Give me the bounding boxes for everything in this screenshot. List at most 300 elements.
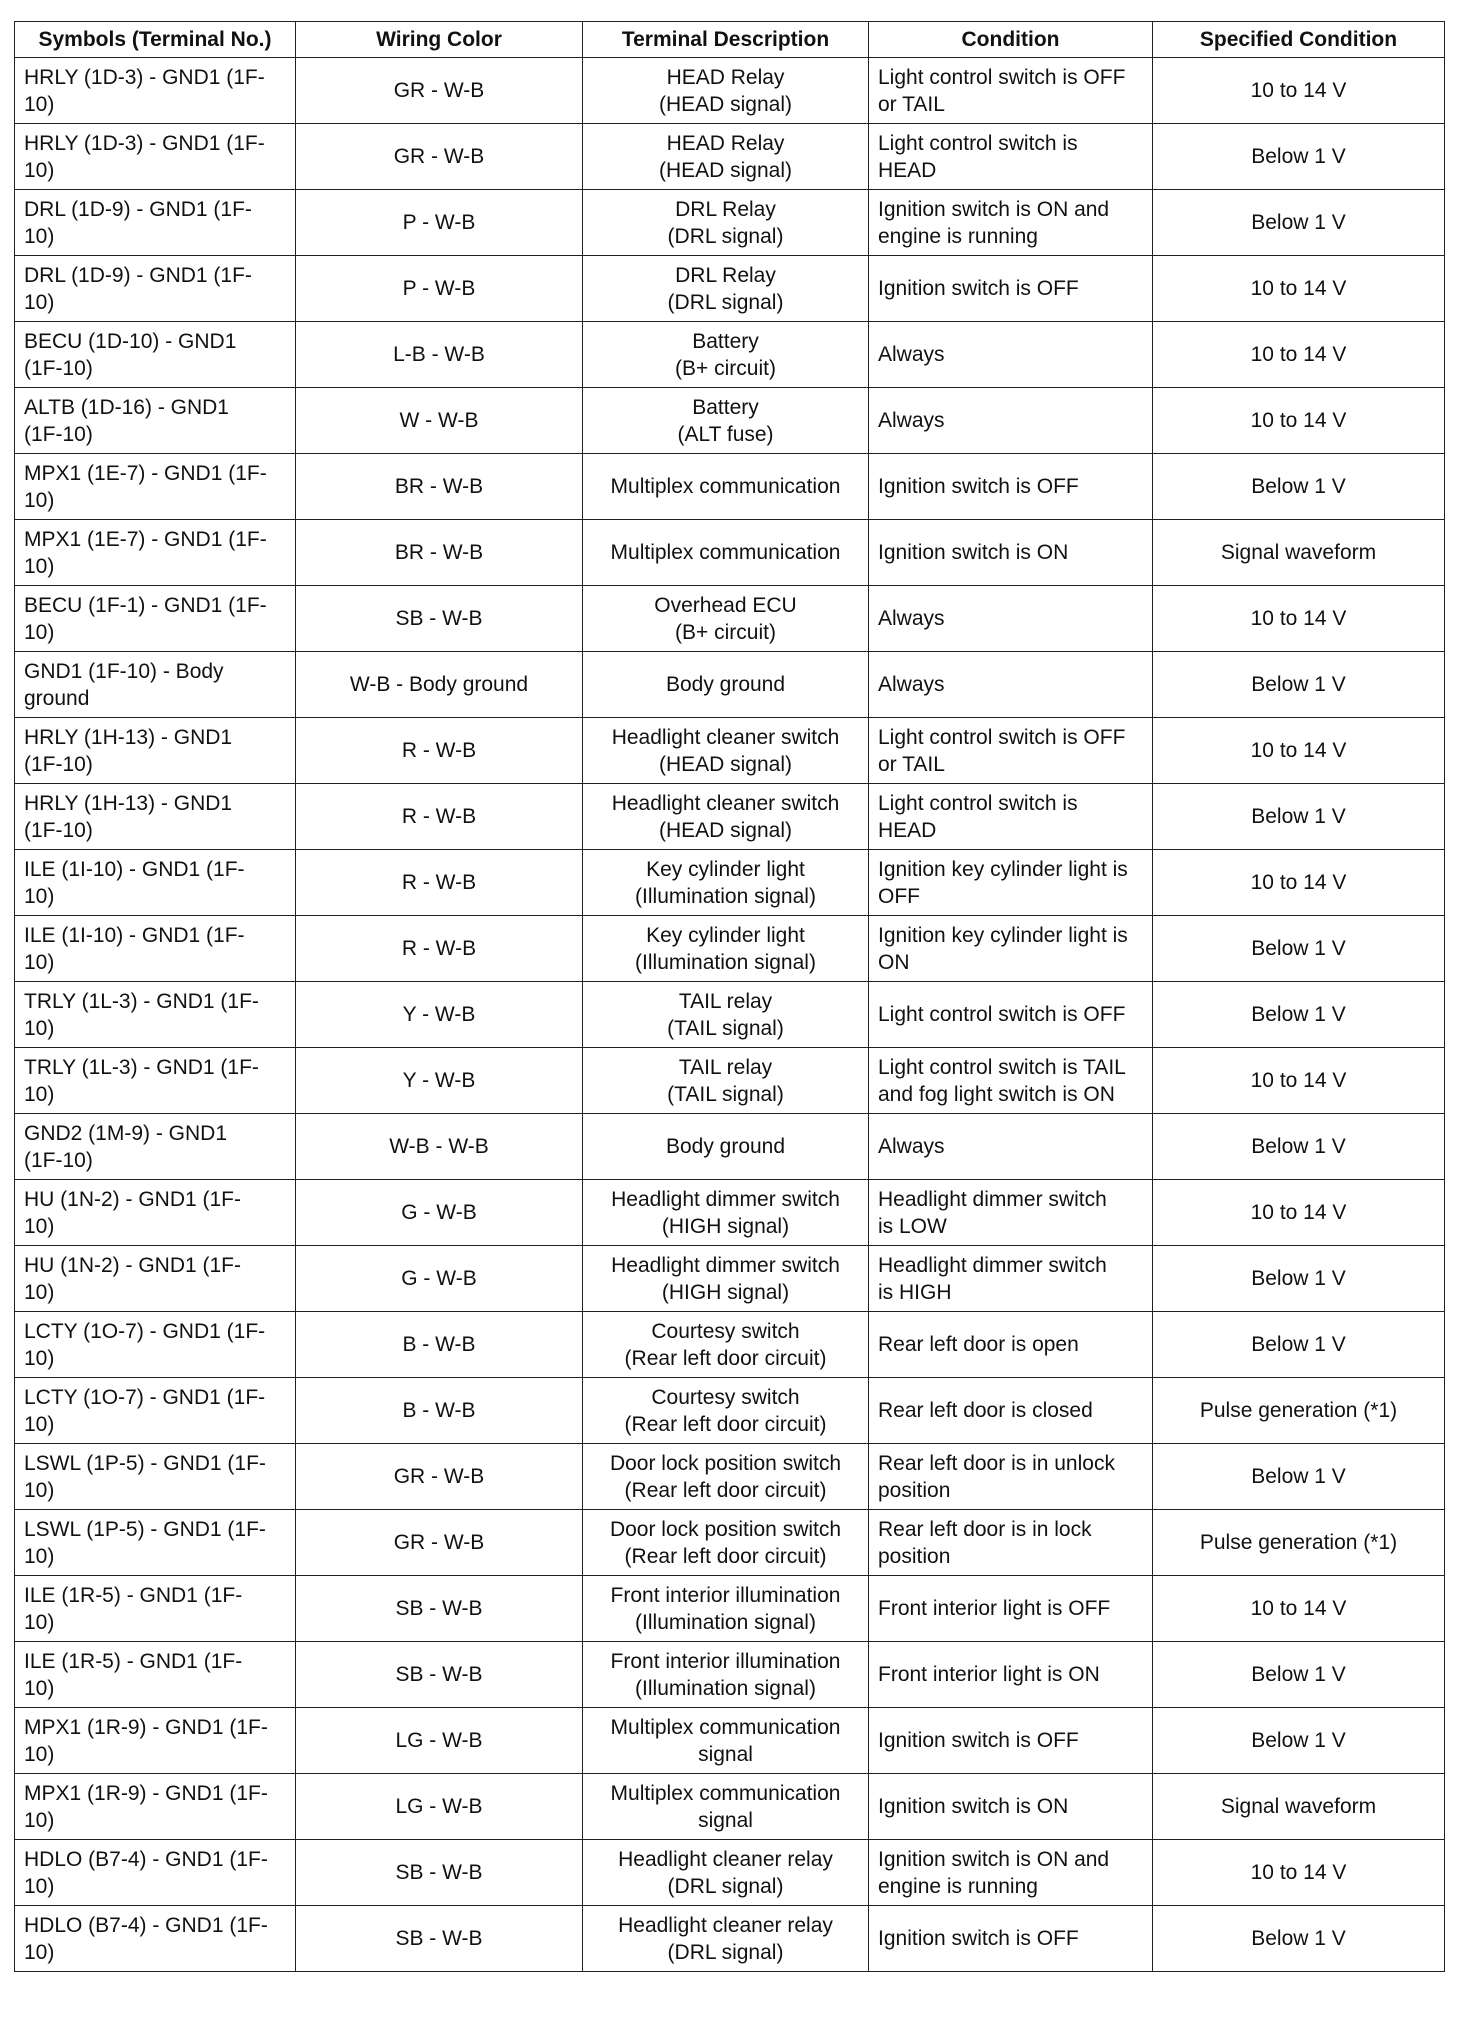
desc-line: (Rear left door circuit) (624, 1544, 827, 1568)
cell-color: B - W-B (296, 1378, 583, 1444)
symbol-line: 10) (24, 92, 55, 116)
cell-cond (869, 1906, 1153, 1972)
symbol-line: TRLY (1L-3) - GND1 (1F- (24, 989, 259, 1013)
cond-line: Ignition key cylinder light is (878, 923, 1128, 947)
table-row (15, 454, 1445, 520)
cell-spec: Signal waveform (1153, 520, 1445, 586)
symbol-line: 10) (24, 554, 55, 578)
desc-line: Battery (692, 329, 759, 353)
desc-line: (TAIL signal) (667, 1016, 784, 1040)
desc-line: Multiplex communication (610, 475, 841, 498)
cond-line: and fog light switch is ON (878, 1082, 1115, 1106)
cond-line: Light control switch is OFF (878, 725, 1126, 749)
desc-line: Headlight cleaner relay (618, 1913, 833, 1937)
desc-line: Key cylinder light (646, 923, 805, 947)
desc-line: (B+ circuit) (675, 620, 776, 644)
header-specified-condition: Specified Condition (1153, 22, 1445, 58)
cell-cond (869, 850, 1153, 916)
cond-line: or TAIL (878, 752, 945, 776)
cell-desc (583, 1774, 869, 1840)
cell-color: G - W-B (296, 1180, 583, 1246)
cell-cond (869, 58, 1153, 124)
cell-spec: Below 1 V (1153, 1312, 1445, 1378)
desc-line: Courtesy switch (651, 1319, 800, 1343)
cell-symbol (15, 1708, 296, 1774)
cell-color: P - W-B (296, 190, 583, 256)
cell-cond (869, 784, 1153, 850)
cell-cond (869, 190, 1153, 256)
cell-spec: Below 1 V (1153, 190, 1445, 256)
table-row (15, 652, 1445, 718)
desc-line: (Illumination signal) (635, 884, 816, 908)
cell-spec: Below 1 V (1153, 454, 1445, 520)
cell-spec: 10 to 14 V (1153, 718, 1445, 784)
cell-desc (583, 1510, 869, 1576)
cell-cond (869, 1708, 1153, 1774)
symbol-line: 10) (24, 1280, 55, 1304)
cell-spec: Below 1 V (1153, 1708, 1445, 1774)
cell-desc (583, 1444, 869, 1510)
cell-desc (583, 256, 869, 322)
symbol-line: (1F-10) (24, 356, 93, 380)
symbol-line: BECU (1D-10) - GND1 (24, 329, 237, 353)
cond-line: Ignition switch is OFF (878, 277, 1079, 300)
cell-color: P - W-B (296, 256, 583, 322)
symbol-line: LCTY (1O-7) - GND1 (1F- (24, 1385, 266, 1409)
desc-line: Battery (692, 395, 759, 419)
symbol-line: HRLY (1H-13) - GND1 (24, 725, 233, 749)
symbol-line: 10) (24, 488, 55, 512)
cell-color: BR - W-B (296, 520, 583, 586)
cell-spec: 10 to 14 V (1153, 1048, 1445, 1114)
cell-cond (869, 1312, 1153, 1378)
cell-desc (583, 1312, 869, 1378)
table-row (15, 1378, 1445, 1444)
cell-desc (583, 586, 869, 652)
cond-line: Always (878, 1135, 945, 1158)
symbol-line: ILE (1I-10) - GND1 (1F- (24, 857, 245, 881)
symbol-line: (1F-10) (24, 818, 93, 842)
desc-line: Headlight dimmer switch (611, 1253, 840, 1277)
cond-line: Ignition key cylinder light is (878, 857, 1128, 881)
table-row (15, 1180, 1445, 1246)
cell-cond (869, 322, 1153, 388)
cell-symbol (15, 586, 296, 652)
symbol-line: 10) (24, 1874, 55, 1898)
table-row (15, 1444, 1445, 1510)
cell-symbol (15, 1906, 296, 1972)
table-row (15, 520, 1445, 586)
symbol-line: 10) (24, 224, 55, 248)
table-row (15, 58, 1445, 124)
desc-line: (HEAD signal) (658, 92, 793, 116)
cell-symbol (15, 322, 296, 388)
desc-line: Multiplex communication (610, 1715, 841, 1739)
cell-cond (869, 124, 1153, 190)
terminal-table-container (14, 21, 1444, 1972)
cell-desc (583, 190, 869, 256)
symbol-line: 10) (24, 1478, 55, 1502)
cell-desc (583, 718, 869, 784)
cell-symbol (15, 718, 296, 784)
cell-desc (583, 124, 869, 190)
cell-desc (583, 388, 869, 454)
symbol-line: HDLO (B7-4) - GND1 (1F- (24, 1847, 268, 1871)
cell-color: R - W-B (296, 718, 583, 784)
cell-desc (583, 322, 869, 388)
cell-symbol (15, 58, 296, 124)
desc-line: (Illumination signal) (635, 950, 816, 974)
table-header-row (15, 22, 1445, 58)
symbol-line: 10) (24, 1742, 55, 1766)
symbol-line: DRL (1D-9) - GND1 (1F- (24, 263, 252, 287)
cell-spec: 10 to 14 V (1153, 1576, 1445, 1642)
cell-cond (869, 1246, 1153, 1312)
cell-color: G - W-B (296, 1246, 583, 1312)
cond-line: is LOW (878, 1214, 947, 1238)
symbol-line: HRLY (1D-3) - GND1 (1F- (24, 65, 265, 89)
symbol-line: GND2 (1M-9) - GND1 (24, 1121, 228, 1145)
cell-symbol (15, 388, 296, 454)
desc-line: Multiplex communication (610, 541, 841, 564)
cell-color: SB - W-B (296, 1906, 583, 1972)
desc-line: Headlight cleaner relay (618, 1847, 833, 1871)
symbol-line: MPX1 (1E-7) - GND1 (1F- (24, 461, 267, 485)
cell-color: R - W-B (296, 784, 583, 850)
cell-desc (583, 454, 869, 520)
desc-line: TAIL relay (678, 989, 773, 1013)
cell-desc (583, 1708, 869, 1774)
cell-symbol (15, 454, 296, 520)
cell-symbol (15, 1642, 296, 1708)
desc-line: Door lock position switch (609, 1517, 842, 1541)
cell-spec: Signal waveform (1153, 1774, 1445, 1840)
desc-line: (HEAD signal) (658, 752, 793, 776)
table-row (15, 1642, 1445, 1708)
table-row (15, 124, 1445, 190)
desc-line: Key cylinder light (646, 857, 805, 881)
cell-spec: 10 to 14 V (1153, 1180, 1445, 1246)
cond-line: ON (878, 950, 910, 974)
cell-desc (583, 784, 869, 850)
cell-color: R - W-B (296, 916, 583, 982)
symbol-line: ALTB (1D-16) - GND1 (24, 395, 229, 419)
symbol-line: 10) (24, 1016, 55, 1040)
cell-symbol (15, 1246, 296, 1312)
symbol-line: DRL (1D-9) - GND1 (1F- (24, 197, 252, 221)
cell-spec: 10 to 14 V (1153, 256, 1445, 322)
cond-line: Light control switch is OFF (878, 1003, 1126, 1026)
table-row (15, 1048, 1445, 1114)
cell-spec: 10 to 14 V (1153, 58, 1445, 124)
symbol-line: ILE (1R-5) - GND1 (1F- (24, 1583, 243, 1607)
cell-cond (869, 652, 1153, 718)
symbol-line: BECU (1F-1) - GND1 (1F- (24, 593, 267, 617)
symbol-line: 10) (24, 290, 55, 314)
cond-line: Front interior light is ON (878, 1663, 1100, 1686)
cond-line: Rear left door is in lock (878, 1517, 1092, 1541)
cell-symbol (15, 1114, 296, 1180)
desc-line: (Illumination signal) (635, 1676, 816, 1700)
cell-cond (869, 916, 1153, 982)
cell-color: W-B - Body ground (296, 652, 583, 718)
cond-line: HEAD (878, 158, 937, 182)
cond-line: Light control switch is (878, 791, 1078, 815)
cell-symbol (15, 1378, 296, 1444)
header-terminal-description: Terminal Description (583, 22, 869, 58)
symbol-line: ILE (1R-5) - GND1 (1F- (24, 1649, 243, 1673)
desc-line: HEAD Relay (666, 65, 785, 89)
cell-cond (869, 1048, 1153, 1114)
desc-line: Body ground (665, 673, 786, 696)
desc-line: (TAIL signal) (667, 1082, 784, 1106)
cond-line: Headlight dimmer switch (878, 1187, 1107, 1211)
symbol-line: 10) (24, 1082, 55, 1106)
cell-color: GR - W-B (296, 1444, 583, 1510)
table-row (15, 1114, 1445, 1180)
cell-cond (869, 1510, 1153, 1576)
table-row (15, 1576, 1445, 1642)
desc-line: Front interior illumination (610, 1649, 841, 1673)
cell-symbol (15, 982, 296, 1048)
symbol-line: 10) (24, 620, 55, 644)
symbol-line: 10) (24, 1940, 55, 1964)
cell-desc (583, 1246, 869, 1312)
header-symbols: Symbols (Terminal No.) (15, 22, 296, 58)
cond-line: HEAD (878, 818, 937, 842)
desc-line: Door lock position switch (609, 1451, 842, 1475)
symbol-line: MPX1 (1R-9) - GND1 (1F- (24, 1781, 268, 1805)
cell-desc (583, 1906, 869, 1972)
cell-spec: 10 to 14 V (1153, 1840, 1445, 1906)
cell-color: SB - W-B (296, 1576, 583, 1642)
cell-desc (583, 850, 869, 916)
symbol-line: MPX1 (1E-7) - GND1 (1F- (24, 527, 267, 551)
cell-color: GR - W-B (296, 58, 583, 124)
symbol-line: 10) (24, 1610, 55, 1634)
desc-line: (DRL signal) (667, 1940, 784, 1964)
cell-color: SB - W-B (296, 1642, 583, 1708)
table-row (15, 1312, 1445, 1378)
cell-color: R - W-B (296, 850, 583, 916)
cell-color: GR - W-B (296, 1510, 583, 1576)
cell-color: W-B - W-B (296, 1114, 583, 1180)
symbol-line: ground (24, 686, 90, 710)
desc-line: (HIGH signal) (661, 1280, 790, 1304)
cell-cond (869, 982, 1153, 1048)
desc-line: HEAD Relay (666, 131, 785, 155)
cell-spec: Below 1 V (1153, 916, 1445, 982)
desc-line: Body ground (665, 1135, 786, 1158)
terminal-voltage-table (14, 21, 1445, 1972)
cond-line: Always (878, 409, 945, 432)
desc-line: DRL Relay (675, 197, 776, 221)
cell-spec: Below 1 V (1153, 1444, 1445, 1510)
cell-spec: 10 to 14 V (1153, 850, 1445, 916)
cond-line: Always (878, 673, 945, 696)
desc-line: signal (698, 1808, 753, 1832)
desc-line: TAIL relay (678, 1055, 773, 1079)
cell-cond (869, 1378, 1153, 1444)
cell-cond (869, 586, 1153, 652)
table-row (15, 982, 1445, 1048)
cell-spec: 10 to 14 V (1153, 388, 1445, 454)
desc-line: (DRL signal) (667, 1874, 784, 1898)
table-row (15, 1510, 1445, 1576)
symbol-line: HRLY (1D-3) - GND1 (1F- (24, 131, 265, 155)
cond-line: Rear left door is closed (878, 1399, 1093, 1422)
cond-line: Ignition switch is OFF (878, 1927, 1079, 1950)
desc-line: Multiplex communication (610, 1781, 841, 1805)
desc-line: (HEAD signal) (658, 158, 793, 182)
cell-spec: Pulse generation (*1) (1153, 1378, 1445, 1444)
cell-cond (869, 388, 1153, 454)
cell-spec: 10 to 14 V (1153, 586, 1445, 652)
cell-symbol (15, 1444, 296, 1510)
cond-line: Ignition switch is OFF (878, 1729, 1079, 1752)
cond-line: Ignition switch is ON (878, 541, 1069, 564)
cell-cond (869, 718, 1153, 784)
cell-spec: Below 1 V (1153, 652, 1445, 718)
cell-color: L-B - W-B (296, 322, 583, 388)
cell-spec: Below 1 V (1153, 1642, 1445, 1708)
table-row (15, 1906, 1445, 1972)
cond-line: Always (878, 343, 945, 366)
cell-desc (583, 1576, 869, 1642)
cell-color: BR - W-B (296, 454, 583, 520)
cond-line: Rear left door is open (878, 1333, 1079, 1356)
table-row (15, 1246, 1445, 1312)
table-row (15, 1774, 1445, 1840)
symbol-line: 10) (24, 1346, 55, 1370)
cell-symbol (15, 1180, 296, 1246)
cell-cond (869, 454, 1153, 520)
cell-color: Y - W-B (296, 982, 583, 1048)
header-wiring-color: Wiring Color (296, 22, 583, 58)
desc-line: (Rear left door circuit) (624, 1412, 827, 1436)
table-row (15, 1708, 1445, 1774)
cell-symbol (15, 256, 296, 322)
cell-symbol (15, 124, 296, 190)
cell-desc (583, 58, 869, 124)
desc-line: (HIGH signal) (661, 1214, 790, 1238)
cell-symbol (15, 1048, 296, 1114)
cell-color: Y - W-B (296, 1048, 583, 1114)
symbol-line: 10) (24, 1412, 55, 1436)
table-row (15, 190, 1445, 256)
symbol-line: TRLY (1L-3) - GND1 (1F- (24, 1055, 259, 1079)
symbol-line: (1F-10) (24, 752, 93, 776)
cell-desc (583, 1180, 869, 1246)
cell-cond (869, 1114, 1153, 1180)
header-condition: Condition (869, 22, 1153, 58)
symbol-line: 10) (24, 1676, 55, 1700)
desc-line: Courtesy switch (651, 1385, 800, 1409)
symbol-line: HU (1N-2) - GND1 (1F- (24, 1253, 242, 1277)
desc-line: (Rear left door circuit) (624, 1346, 827, 1370)
cell-color: W - W-B (296, 388, 583, 454)
table-row (15, 1840, 1445, 1906)
table-row (15, 718, 1445, 784)
symbol-line: 10) (24, 1808, 55, 1832)
cell-color: B - W-B (296, 1312, 583, 1378)
cell-desc (583, 520, 869, 586)
cell-desc (583, 982, 869, 1048)
cell-symbol (15, 1312, 296, 1378)
cell-cond (869, 1840, 1153, 1906)
desc-line: (Rear left door circuit) (624, 1478, 827, 1502)
cell-symbol (15, 520, 296, 586)
cell-cond (869, 1444, 1153, 1510)
cond-line: position (878, 1478, 951, 1502)
cell-symbol (15, 1840, 296, 1906)
cell-color: LG - W-B (296, 1708, 583, 1774)
cond-line: OFF (878, 884, 920, 908)
desc-line: (DRL signal) (667, 224, 784, 248)
symbol-line: 10) (24, 1544, 55, 1568)
desc-line: signal (698, 1742, 753, 1766)
cond-line: engine is running (878, 224, 1038, 248)
desc-line: Headlight dimmer switch (611, 1187, 840, 1211)
table-body (15, 58, 1445, 1972)
table-row (15, 388, 1445, 454)
table-row (15, 586, 1445, 652)
cell-cond (869, 1576, 1153, 1642)
cond-line: Always (878, 607, 945, 630)
table-row (15, 322, 1445, 388)
symbol-line: 10) (24, 950, 55, 974)
cell-spec: Below 1 V (1153, 1246, 1445, 1312)
symbol-line: LSWL (1P-5) - GND1 (1F- (24, 1517, 266, 1541)
cell-symbol (15, 916, 296, 982)
desc-line: (Illumination signal) (635, 1610, 816, 1634)
desc-line: Headlight cleaner switch (611, 791, 840, 815)
cell-desc (583, 1048, 869, 1114)
symbol-line: 10) (24, 1214, 55, 1238)
cell-cond (869, 1180, 1153, 1246)
cond-line: Ignition switch is ON and (878, 1847, 1110, 1871)
cond-line: Light control switch is TAIL (878, 1055, 1126, 1079)
desc-line: (DRL signal) (667, 290, 784, 314)
desc-line: DRL Relay (675, 263, 776, 287)
cell-symbol (15, 850, 296, 916)
symbol-line: HU (1N-2) - GND1 (1F- (24, 1187, 242, 1211)
cond-line: Rear left door is in unlock (878, 1451, 1115, 1475)
cell-symbol (15, 652, 296, 718)
symbol-line: HDLO (B7-4) - GND1 (1F- (24, 1913, 268, 1937)
table-row (15, 256, 1445, 322)
symbol-line: LSWL (1P-5) - GND1 (1F- (24, 1451, 266, 1475)
cell-desc (583, 652, 869, 718)
cell-symbol (15, 1510, 296, 1576)
cell-desc (583, 1378, 869, 1444)
symbol-line: (1F-10) (24, 1148, 93, 1172)
cell-cond (869, 1774, 1153, 1840)
cond-line: Ignition switch is OFF (878, 475, 1079, 498)
table-row (15, 916, 1445, 982)
cell-spec: Below 1 V (1153, 1114, 1445, 1180)
symbol-line: LCTY (1O-7) - GND1 (1F- (24, 1319, 266, 1343)
cond-line: or TAIL (878, 92, 945, 116)
symbol-line: ILE (1I-10) - GND1 (1F- (24, 923, 245, 947)
cell-symbol (15, 784, 296, 850)
cond-line: Ignition switch is ON and (878, 197, 1110, 221)
cell-desc (583, 1642, 869, 1708)
cell-color: SB - W-B (296, 586, 583, 652)
cond-line: engine is running (878, 1874, 1038, 1898)
cell-spec: Below 1 V (1153, 124, 1445, 190)
cell-desc (583, 1114, 869, 1180)
